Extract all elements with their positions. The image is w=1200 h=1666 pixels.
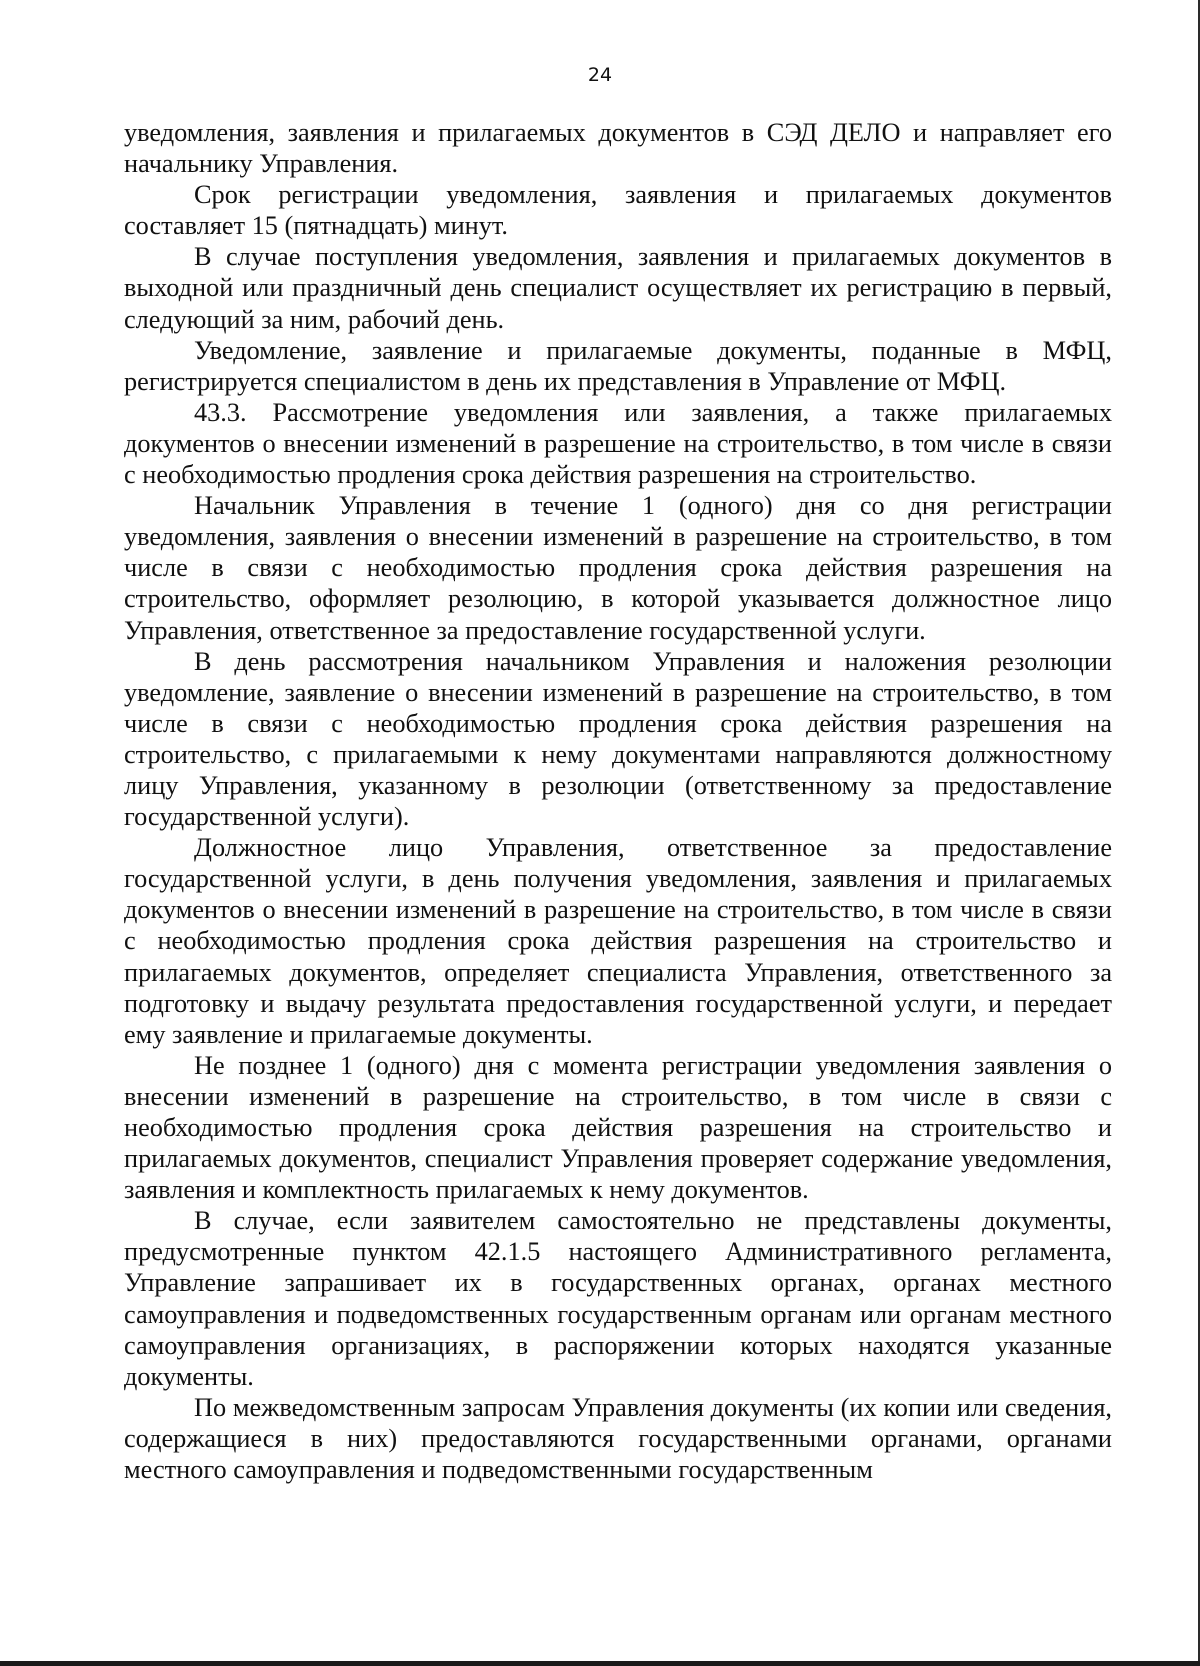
paragraph: Начальник Управления в течение 1 (одного) дня со дня регистрации уведомления, заявления о внесении изменений в разрешение на строительство, в том числе в связи с необходимостью продления срока действия разрешения на строительство, оформляет резолюцию, в которой указывается должностное лицо Управления, ответственное за предоставление государственной услуги. bbox=[124, 491, 1112, 645]
paragraph: Срок регистрации уведомления, заявления и прилагаемых документов составляет 15 (пятнадцать) минут. bbox=[124, 180, 1112, 241]
paragraph: 43.3. Рассмотрение уведомления или заявления, а также прилагаемых документов о внесении изменений в разрешение на строительство, в том числе в связи с необходимостью продления срока действия разрешения на строительство. bbox=[124, 397, 1112, 490]
document-body bbox=[124, 117, 1112, 1485]
scan-edge-bottom bbox=[0, 1661, 1200, 1666]
paragraph: Должностное лицо Управления, ответственное за предоставление государственной услуги, в день получения уведомления, заявления и прилагаемых документов о внесении изменений в разрешение на строительство, в том числе в связи с необходимостью продления срока действия разрешения на строительство и прилагаемых документов, определяет специалиста Управления, ответственного за подготовку и выдачу результата предоставления государственной услуги, и передает ему заявление и прилагаемые документы. bbox=[124, 833, 1112, 1049]
paragraph: В случае поступления уведомления, заявления и прилагаемых документов в выходной или праздничный день специалист осуществляет их регистрацию в первый, следующий за ним, рабочий день. bbox=[124, 242, 1112, 334]
paragraph: уведомления, заявления и прилагаемых документов в СЭД ДЕЛО и направляет его начальнику Управления. bbox=[124, 118, 1112, 179]
paragraph: В случае, если заявителем самостоятельно не представлены документы, предусмотренные пунктом 42.1.5 настоящего Административного регламента, Управление запрашивает их в государственных органах, органах местного самоуправления и подведомственных государственным органам или органам местного самоуправления организациях, в распоряжении которых находятся указанные документы. bbox=[124, 1206, 1112, 1391]
paragraph: Не позднее 1 (одного) дня с момента регистрации уведомления заявления о внесении изменений в разрешение на строительство, в том числе в связи с необходимостью продления срока действия разрешения на строительство и прилагаемых документов, специалист Управления проверяет содержание уведомления, заявления и комплектность прилагаемых к нему документов. bbox=[124, 1050, 1112, 1205]
paragraph: В день рассмотрения начальником Управления и наложения резолюции уведомление, заявление о внесении изменений в разрешение на строительство, в том числе в связи с необходимостью продления срока действия разрешения на строительство, с прилагаемыми к нему документами направляются должностному лицу Управления, указанному в резолюции (ответственному за предоставление государственной услуги). bbox=[124, 646, 1112, 832]
paragraph: По межведомственным запросам Управления документы (их копии или сведения, содержащиеся в них) предоставляются государственными органами, органами местного самоуправления и подведомственными государственным bbox=[124, 1392, 1112, 1485]
page-number: 24 bbox=[587, 64, 613, 86]
paragraph: Уведомление, заявление и прилагаемые документы, поданные в МФЦ, регистрируется специалистом в день их представления в Управление от МФЦ. bbox=[124, 335, 1112, 396]
